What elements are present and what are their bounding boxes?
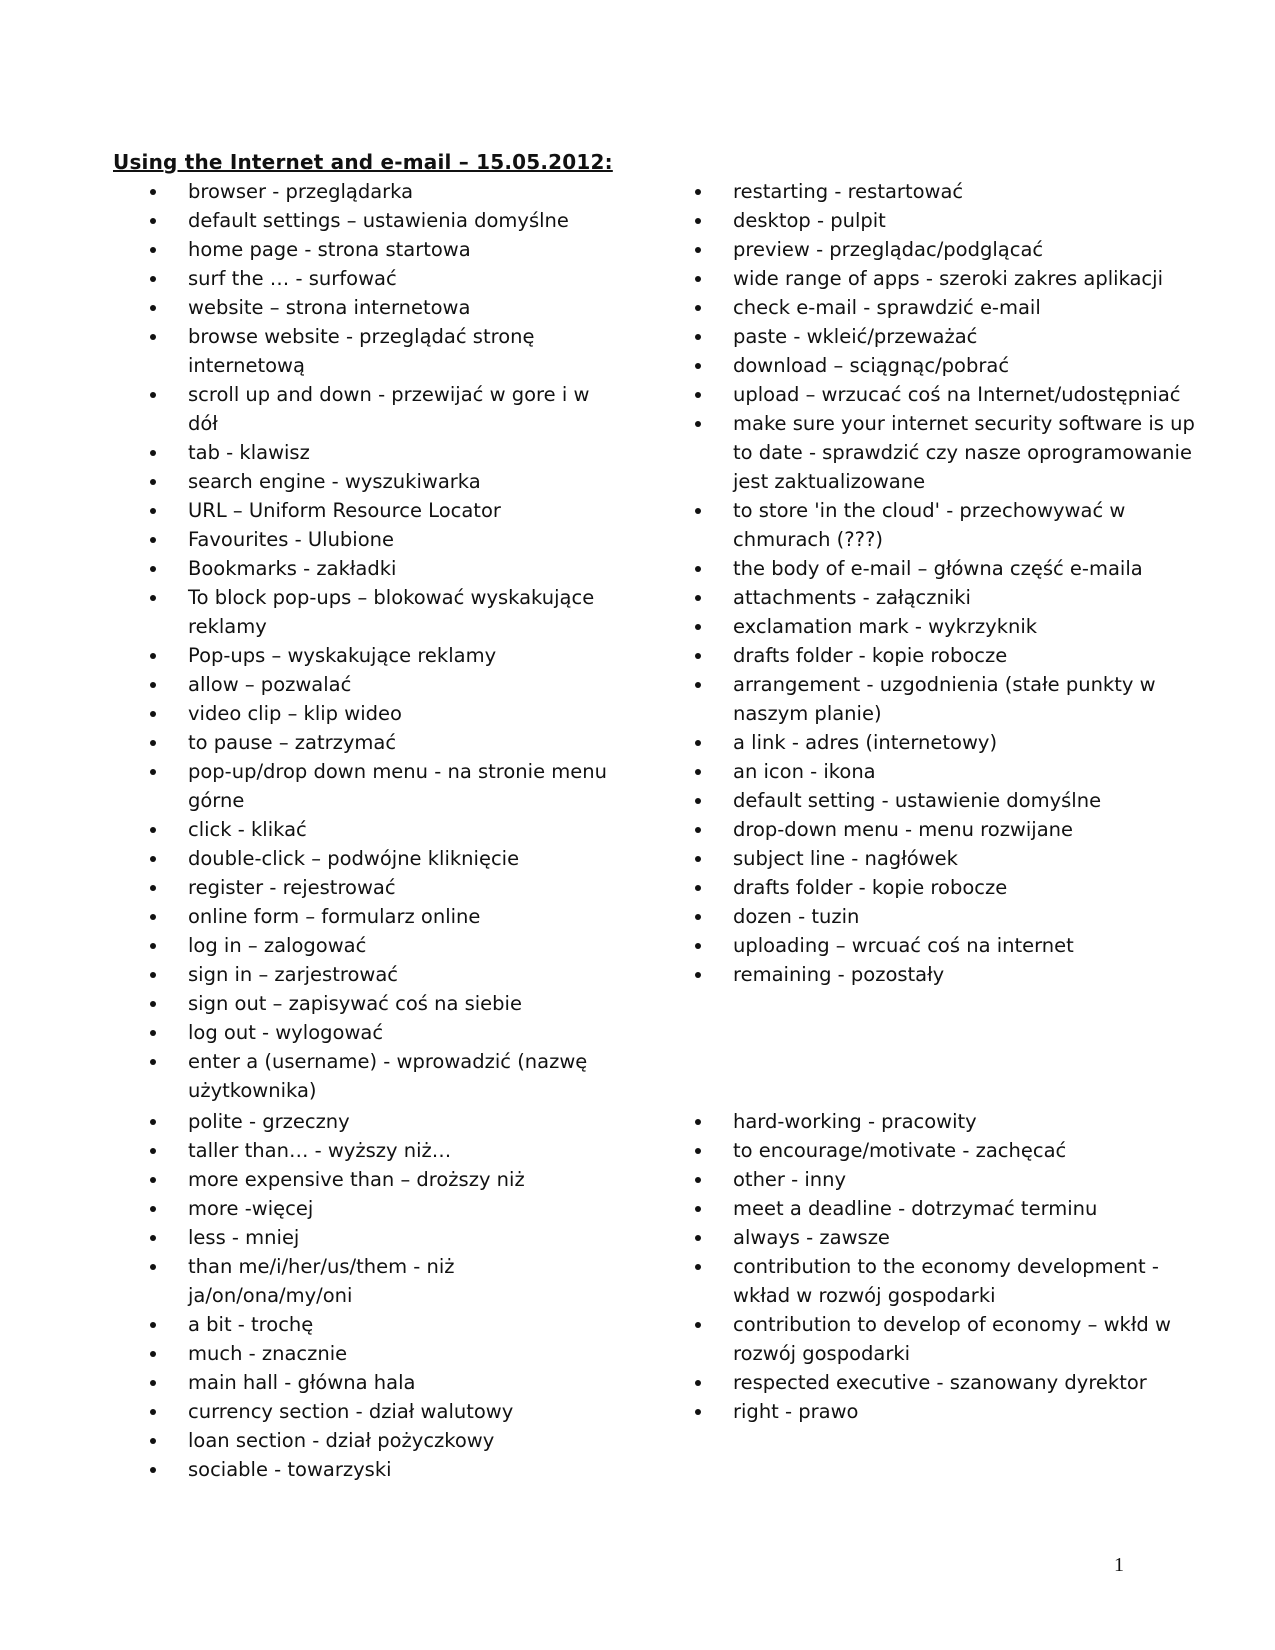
vocab-text: log out - wylogować	[188, 1021, 384, 1044]
section2-right-list	[688, 1107, 1198, 1426]
bullet-icon	[695, 943, 701, 949]
vocab-text: default settings – ustawienia domyślne	[188, 209, 569, 232]
vocab-text: enter a (username) - wprowadzić (nazwę użytkownika)	[188, 1050, 588, 1102]
bullet-icon	[150, 566, 156, 572]
bullet-icon	[150, 1119, 156, 1125]
bullet-icon	[150, 479, 156, 485]
bullet-icon	[150, 1322, 156, 1328]
vocab-text: uploading – wrcuać coś na internet	[733, 934, 1074, 957]
bullet-icon	[150, 450, 156, 456]
vocab-text: loan section - dział pożyczkowy	[188, 1429, 495, 1452]
vocab-item	[143, 1223, 613, 1252]
vocab-item	[688, 670, 1198, 728]
vocab-text: allow – pozwalać	[188, 673, 352, 696]
vocab-item	[688, 1368, 1198, 1397]
vocab-text: taller than… - wyższy niż…	[188, 1139, 452, 1162]
bullet-icon	[695, 305, 701, 311]
vocab-item	[143, 699, 613, 728]
vocab-item	[688, 380, 1198, 409]
vocab-item	[688, 293, 1198, 322]
vocab-item	[143, 264, 613, 293]
vocab-text: download – sciągnąc/pobrać	[733, 354, 1010, 377]
vocab-item	[143, 177, 613, 206]
bullet-icon	[695, 189, 701, 195]
bullet-icon	[695, 885, 701, 891]
vocab-text: main hall - główna hala	[188, 1371, 416, 1394]
bullet-icon	[695, 769, 701, 775]
vocab-text: exclamation mark - wykrzyknik	[733, 615, 1038, 638]
vocab-item	[143, 873, 613, 902]
vocab-item	[688, 641, 1198, 670]
vocab-item	[688, 786, 1198, 815]
vocab-text: browse website - przeglądać stronę internetową	[188, 325, 535, 377]
vocab-item	[688, 264, 1198, 293]
bullet-icon	[695, 1409, 701, 1415]
vocab-item	[143, 844, 613, 873]
vocab-item	[143, 467, 613, 496]
vocab-text: log in – zalogować	[188, 934, 367, 957]
bullet-icon	[695, 914, 701, 920]
vocab-text: meet a deadline - dotrzymać terminu	[733, 1197, 1098, 1220]
vocab-item	[143, 1194, 613, 1223]
vocab-item	[688, 177, 1198, 206]
bullet-icon	[150, 1030, 156, 1036]
vocab-item	[143, 960, 613, 989]
bullet-icon	[695, 1206, 701, 1212]
bullet-icon	[150, 218, 156, 224]
bullet-icon	[695, 856, 701, 862]
vocab-text: drafts folder - kopie robocze	[733, 644, 1008, 667]
vocab-item	[688, 757, 1198, 786]
bullet-icon	[150, 305, 156, 311]
bullet-icon	[695, 740, 701, 746]
bullet-icon	[150, 769, 156, 775]
vocab-text: default setting - ustawienie domyślne	[733, 789, 1102, 812]
vocab-text: dozen - tuzin	[733, 905, 860, 928]
vocab-text: to pause – zatrzymać	[188, 731, 397, 754]
vocab-text: video clip – klip wideo	[188, 702, 402, 725]
vocab-text: contribution to develop of economy – wkłd w rozwój gospodarki	[733, 1313, 1171, 1365]
vocab-item	[143, 815, 613, 844]
vocab-item	[688, 931, 1198, 960]
vocab-text: other - inny	[733, 1168, 847, 1191]
vocab-text: Bookmarks - zakładki	[188, 557, 397, 580]
bullet-icon	[150, 1148, 156, 1154]
vocab-item	[143, 670, 613, 699]
vocab-item	[143, 1018, 613, 1047]
vocab-text: search engine - wyszukiwarka	[188, 470, 481, 493]
vocab-text: wide range of apps - szeroki zakres aplikacji	[733, 267, 1163, 290]
vocab-item	[688, 496, 1198, 554]
vocab-text: remaining - pozostały	[733, 963, 945, 986]
vocab-text: sign out – zapisywać coś na siebie	[188, 992, 522, 1015]
vocab-text: less - mniej	[188, 1226, 300, 1249]
vocab-item	[143, 1397, 613, 1426]
vocab-text: upload – wrzucać coś na Internet/udostępniać	[733, 383, 1181, 406]
bullet-icon	[150, 856, 156, 862]
vocab-item	[143, 322, 613, 380]
vocab-text: online form – formularz online	[188, 905, 481, 928]
vocab-item	[143, 989, 613, 1018]
bullet-icon	[695, 1119, 701, 1125]
bullet-icon	[695, 1264, 701, 1270]
vocab-item	[688, 873, 1198, 902]
vocab-text: contribution to the economy development - wkład w rozwój gospodarki	[733, 1255, 1159, 1307]
vocab-text: sign in – zarjestrować	[188, 963, 398, 986]
vocab-item	[688, 1165, 1198, 1194]
vocab-text: drop-down menu - menu rozwijane	[733, 818, 1074, 841]
vocab-text: always - zawsze	[733, 1226, 890, 1249]
vocab-text: restarting - restartować	[733, 180, 964, 203]
vocab-item	[688, 960, 1198, 989]
section1-right-list	[688, 177, 1198, 989]
vocab-text: a link - adres (internetowy)	[733, 731, 998, 754]
bullet-icon	[695, 392, 701, 398]
bullet-icon	[695, 827, 701, 833]
bullet-icon	[150, 1438, 156, 1444]
vocab-text: home page - strona startowa	[188, 238, 471, 261]
vocab-item	[688, 1310, 1198, 1368]
vocab-text: hard-working - pracowity	[733, 1110, 977, 1133]
vocab-item	[143, 1310, 613, 1339]
vocab-text: to store 'in the cloud' - przechowywać w chmurach (???)	[733, 499, 1126, 551]
bullet-icon	[695, 1177, 701, 1183]
vocab-text: double-click – podwójne kliknięcie	[188, 847, 520, 870]
vocab-item	[143, 1368, 613, 1397]
vocab-text: register - rejestrować	[188, 876, 396, 899]
vocab-text: preview - przeglądac/podglącać	[733, 238, 1044, 261]
vocab-item	[143, 583, 613, 641]
vocab-text: sociable - towarzyski	[188, 1458, 392, 1481]
bullet-icon	[150, 653, 156, 659]
bullet-icon	[150, 334, 156, 340]
bullet-icon	[150, 943, 156, 949]
bullet-icon	[150, 1001, 156, 1007]
bullet-icon	[695, 218, 701, 224]
vocab-item	[143, 1252, 613, 1310]
vocab-text: URL – Uniform Resource Locator	[188, 499, 501, 522]
bullet-icon	[695, 334, 701, 340]
vocab-text: than me/i/her/us/them - niż ja/on/ona/my/oni	[188, 1255, 455, 1307]
vocab-item	[143, 525, 613, 554]
page-title: Using the Internet and e-mail – 15.05.2012:	[113, 150, 613, 174]
vocab-item	[688, 1194, 1198, 1223]
vocab-text: tab - klawisz	[188, 441, 310, 464]
bullet-icon	[150, 711, 156, 717]
vocab-text: an icon - ikona	[733, 760, 876, 783]
vocab-item	[143, 380, 613, 438]
bullet-icon	[695, 363, 701, 369]
bullet-icon	[695, 1380, 701, 1386]
vocab-item	[688, 235, 1198, 264]
vocab-item	[688, 409, 1198, 496]
vocab-item	[143, 554, 613, 583]
vocab-item	[688, 1136, 1198, 1165]
vocab-item	[143, 293, 613, 322]
vocab-item	[688, 554, 1198, 583]
bullet-icon	[150, 595, 156, 601]
vocab-text: desktop - pulpit	[733, 209, 886, 232]
vocab-text: surf the … - surfować	[188, 267, 397, 290]
bullet-icon	[150, 1235, 156, 1241]
section1-left-list	[143, 177, 613, 1105]
vocab-item	[143, 931, 613, 960]
vocab-text: the body of e-mail – główna część e-maila	[733, 557, 1143, 580]
section2-left-list	[143, 1107, 613, 1484]
vocab-item	[143, 1165, 613, 1194]
vocab-item	[688, 351, 1198, 380]
vocab-item	[143, 1339, 613, 1368]
bullet-icon	[150, 885, 156, 891]
vocab-text: scroll up and down - przewijać w gore i w dół	[188, 383, 590, 435]
bullet-icon	[695, 798, 701, 804]
vocab-text: To block pop-ups – blokować wyskakujące reklamy	[188, 586, 595, 638]
bullet-icon	[150, 1467, 156, 1473]
vocab-text: much - znacznie	[188, 1342, 348, 1365]
bullet-icon	[150, 1206, 156, 1212]
vocab-text: to encourage/motivate - zachęcać	[733, 1139, 1067, 1162]
bullet-icon	[150, 247, 156, 253]
vocab-text: more expensive than – droższy niż	[188, 1168, 525, 1191]
bullet-icon	[150, 189, 156, 195]
vocab-item	[143, 757, 613, 815]
vocab-text: polite - grzeczny	[188, 1110, 350, 1133]
vocab-item	[143, 235, 613, 264]
bullet-icon	[150, 914, 156, 920]
bullet-icon	[695, 247, 701, 253]
vocab-item	[143, 1047, 613, 1105]
bullet-icon	[150, 1409, 156, 1415]
vocab-text: pop-up/drop down menu - na stronie menu górne	[188, 760, 607, 812]
vocab-item	[688, 1107, 1198, 1136]
vocab-item	[688, 844, 1198, 873]
vocab-item	[688, 728, 1198, 757]
bullet-icon	[150, 740, 156, 746]
bullet-icon	[150, 392, 156, 398]
bullet-icon	[695, 421, 701, 427]
bullet-icon	[150, 682, 156, 688]
vocab-item	[143, 438, 613, 467]
vocab-text: check e-mail - sprawdzić e-mail	[733, 296, 1041, 319]
vocab-item	[143, 641, 613, 670]
vocab-item	[143, 1426, 613, 1455]
vocab-text: currency section - dział walutowy	[188, 1400, 514, 1423]
vocab-item	[688, 1397, 1198, 1426]
bullet-icon	[695, 653, 701, 659]
bullet-icon	[695, 1322, 701, 1328]
vocab-item	[688, 902, 1198, 931]
bullet-icon	[695, 276, 701, 282]
vocab-text: website – strona internetowa	[188, 296, 471, 319]
vocab-item	[143, 496, 613, 525]
vocab-text: make sure your internet security software is up to date - sprawdzić czy nasze oprogramowanie jest zaktualizowane	[733, 412, 1195, 493]
page-number: 1	[1114, 1554, 1124, 1576]
bullet-icon	[150, 972, 156, 978]
bullet-icon	[695, 624, 701, 630]
bullet-icon	[695, 508, 701, 514]
vocab-text: subject line - nagłówek	[733, 847, 958, 870]
vocab-text: drafts folder - kopie robocze	[733, 876, 1008, 899]
vocab-text: click - klikać	[188, 818, 307, 841]
bullet-icon	[150, 508, 156, 514]
bullet-icon	[150, 1380, 156, 1386]
vocab-item	[688, 1223, 1198, 1252]
vocab-text: right - prawo	[733, 1400, 859, 1423]
bullet-icon	[150, 276, 156, 282]
bullet-icon	[695, 595, 701, 601]
bullet-icon	[695, 1148, 701, 1154]
vocab-text: Pop-ups – wyskakujące reklamy	[188, 644, 497, 667]
bullet-icon	[150, 1059, 156, 1065]
vocab-item	[143, 1136, 613, 1165]
vocab-text: respected executive - szanowany dyrektor	[733, 1371, 1147, 1394]
vocab-text: attachments - załączniki	[733, 586, 971, 609]
vocab-item	[688, 1252, 1198, 1310]
bullet-icon	[695, 682, 701, 688]
vocab-text: a bit - trochę	[188, 1313, 314, 1336]
vocab-item	[143, 1107, 613, 1136]
vocab-item	[143, 902, 613, 931]
vocab-item	[688, 206, 1198, 235]
bullet-icon	[695, 972, 701, 978]
bullet-icon	[150, 1264, 156, 1270]
vocab-item	[143, 1455, 613, 1484]
vocab-text: Favourites - Ulubione	[188, 528, 395, 551]
bullet-icon	[150, 1177, 156, 1183]
vocab-item	[143, 206, 613, 235]
vocab-item	[688, 815, 1198, 844]
vocab-text: more -więcej	[188, 1197, 314, 1220]
vocab-item	[688, 322, 1198, 351]
vocab-text: browser - przeglądarka	[188, 180, 414, 203]
bullet-icon	[695, 566, 701, 572]
bullet-icon	[150, 827, 156, 833]
bullet-icon	[150, 1351, 156, 1357]
vocab-item	[688, 612, 1198, 641]
bullet-icon	[695, 1235, 701, 1241]
vocab-text: paste - wkleić/przeważać	[733, 325, 978, 348]
vocab-item	[688, 583, 1198, 612]
bullet-icon	[150, 537, 156, 543]
vocab-text: arrangement - uzgodnienia (stałe punkty w naszym planie)	[733, 673, 1156, 725]
vocab-item	[143, 728, 613, 757]
